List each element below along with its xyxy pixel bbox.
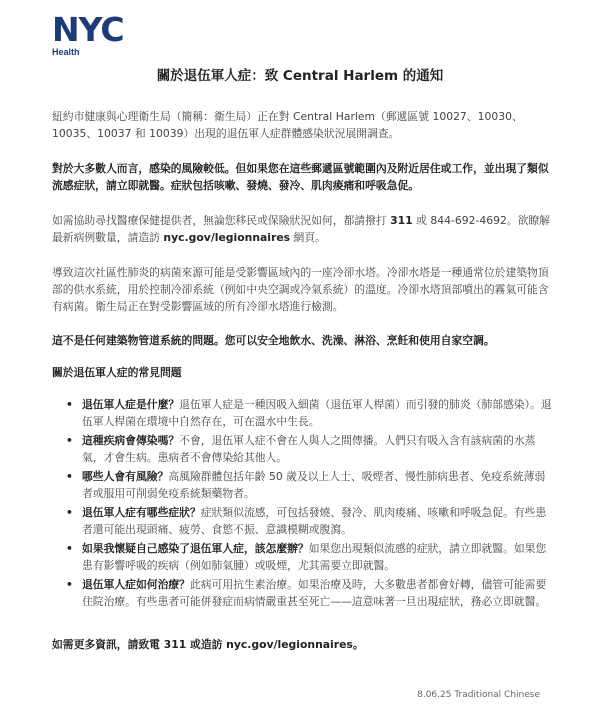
- faq-item: [82, 432, 554, 466]
- page-title: 關於退伍軍人症：致 Central Harlem 的通知: [156, 68, 444, 84]
- faq-item: [82, 576, 554, 610]
- help-paragraph: [52, 212, 552, 246]
- help-text-post: 網頁。: [290, 231, 326, 244]
- faq-question: 退伍軍人症是什麼？: [82, 398, 180, 411]
- faq-item: [82, 540, 554, 574]
- faq-answer: 如果您出現類似流感的症狀，請立即就醫。如果您患有影響呼吸的疾病（例如肺氣腫）或吸煙，尤其需要立即就醫。: [82, 542, 547, 572]
- faq-item: [82, 396, 554, 430]
- source-paragraph: 導致這次社區性肺炎的病菌來源可能是受影響區域內的一座冷卻水塔。冷卻水塔是一種通常位於建築物頂部的供水系統，用於控制冷卻系統（例如中央空調或冷氣系統）的溫度。冷卻水塔頂部噴出的霧氣可能含有病菌。衛生局正在對受影響區域的所有冷卻水塔進行檢測。: [52, 266, 549, 313]
- risk-paragraph: 對於大多數人而言，感染的風險較低。但如果您在這些郵遞區號範圍內及附近居住或工作，並出現了類似流感症狀，請立即就醫。症狀包括咳嗽、發燒、發冷、肌肉痠痛和呼吸急促。: [52, 162, 549, 192]
- phone-number[interactable]: 844-692-4692: [430, 214, 507, 227]
- faq-answer: 症狀類似流感，可包括發燒、發冷、肌肉痠痛、咳嗽和呼吸急促。有些患者還可能出現頭痛、疲勞、食慾不振、意識模糊或腹瀉。: [82, 506, 547, 536]
- faq-question: 哪些人會有風險？: [82, 470, 169, 483]
- faq-answer: 退伍軍人症是一種因吸入細菌（退伍軍人桿菌）而引發的肺炎（肺部感染）。退伍軍人桿菌在環境中自然存在，可在溫水中生長。: [82, 398, 552, 428]
- faq-list: [60, 396, 554, 612]
- help-text-pre: 如需協助尋找醫療保健提供者，無論您移民或保險狀況如何，都請撥打: [52, 214, 391, 227]
- closing-paragraph: 如需更多資訊，請致電 311 或造訪 nyc.gov/legionnaires。: [52, 638, 364, 651]
- intro-paragraph: 紐約市健康與心理衛生局（簡稱：衛生局）正在對 Central Harlem（郵遞區號 10027、10030、10035、10037 和 10039）出現的退伍軍人症群體感染狀況展開調查。: [52, 110, 523, 140]
- phone-311[interactable]: 311: [390, 214, 413, 227]
- faq-answer: 此病可用抗生素治療。如果治療及時，大多數患者都會好轉，儘管可能需要住院治療。有些患者可能併發症而病情嚴重甚至死亡——這意味著一旦出現症狀，務必立即就醫。: [82, 578, 547, 608]
- faq-question: 如果我懷疑自己感染了退伍軍人症，該怎麼辦？: [82, 542, 309, 555]
- faq-question: 這種疾病會傳染嗎？: [82, 434, 180, 447]
- help-text-mid: 或: [412, 214, 431, 227]
- legionnaires-link[interactable]: nyc.gov/legionnaires: [163, 231, 291, 244]
- faq-question: 退伍軍人症有哪些症狀？: [82, 506, 201, 519]
- logo-mark: NYC: [52, 10, 124, 49]
- nyc-health-logo: [52, 10, 152, 58]
- help-text-mid2: 。欲瞭解最新病例數量，請造訪: [52, 214, 551, 244]
- logo-subtitle: Health: [52, 47, 80, 57]
- faq-answer: 不會，退伍軍人症不會在人與人之間傳播。人們只有吸入含有該病菌的水蒸氣，才會生病。患病者不會傳染給其他人。: [82, 434, 536, 464]
- safety-paragraph: 這不是任何建築物管道系統的問題。您可以安全地飲水、洗澡、淋浴、烹飪和使用自家空調。: [52, 334, 495, 347]
- faq-heading: 關於退伍軍人症的常見問題: [52, 366, 182, 379]
- faq-question: 退伍軍人症如何治療？: [82, 578, 190, 591]
- footer-date-language: 8.06.25 Traditional Chinese: [417, 690, 540, 700]
- faq-item: [82, 504, 554, 538]
- faq-answer: 高風險群體包括年齡 50 歲及以上人士、吸煙者、慢性肺病患者、免疫系統薄弱者或服用可削弱免疫系統類藥物者。: [82, 470, 546, 500]
- faq-item: [82, 468, 554, 502]
